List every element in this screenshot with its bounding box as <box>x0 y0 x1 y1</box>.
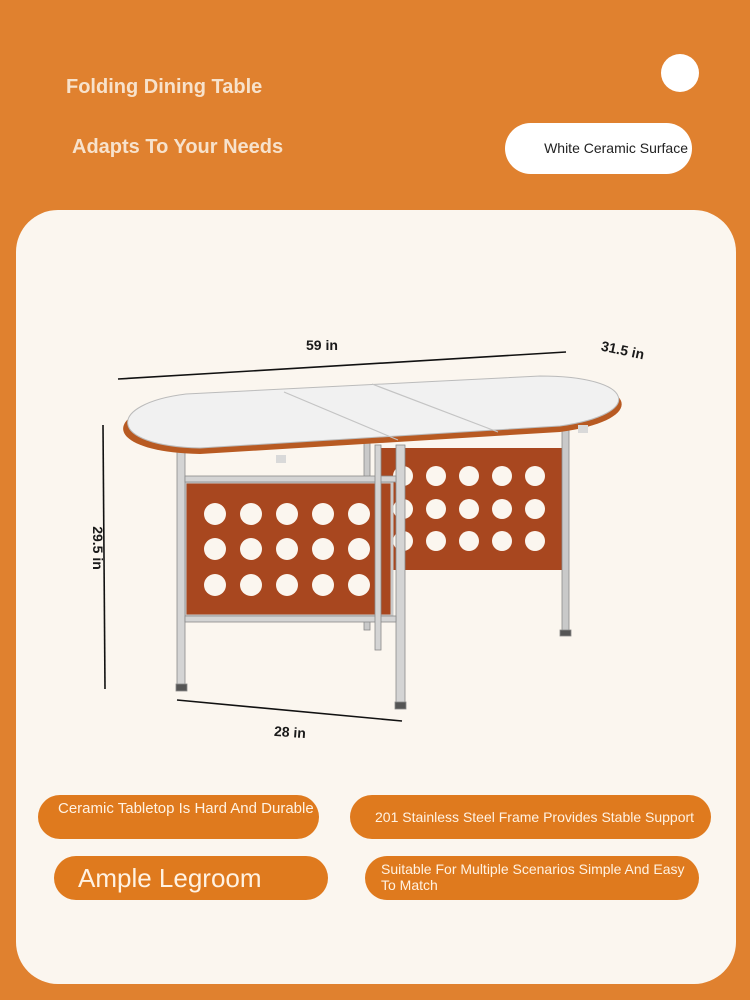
page-subtitle: Adapts To Your Needs <box>72 136 284 158</box>
feature-steel-frame: 201 Stainless Steel Frame Provides Stable Support <box>350 795 711 839</box>
height-label: 29.5 in <box>89 526 106 570</box>
feature-multiple-scenarios: Suitable For Multiple Scenarios Simple And Easy To Match <box>365 856 699 900</box>
depth-dimension-line <box>177 700 402 721</box>
depth-label: 28 in <box>273 722 307 742</box>
feature-ceramic-tabletop: Ceramic Tabletop Is Hard And Durable <box>38 795 319 839</box>
length-dimension-line <box>118 352 566 379</box>
length-label: 59 in <box>306 337 338 353</box>
width-label: 31.5 in <box>599 337 646 363</box>
page-title: Folding Dining Table <box>66 76 263 98</box>
feature-ample-legroom: Ample Legroom <box>54 856 328 900</box>
front-panel <box>185 482 392 616</box>
surface-badge: White Ceramic Surface <box>505 123 692 174</box>
